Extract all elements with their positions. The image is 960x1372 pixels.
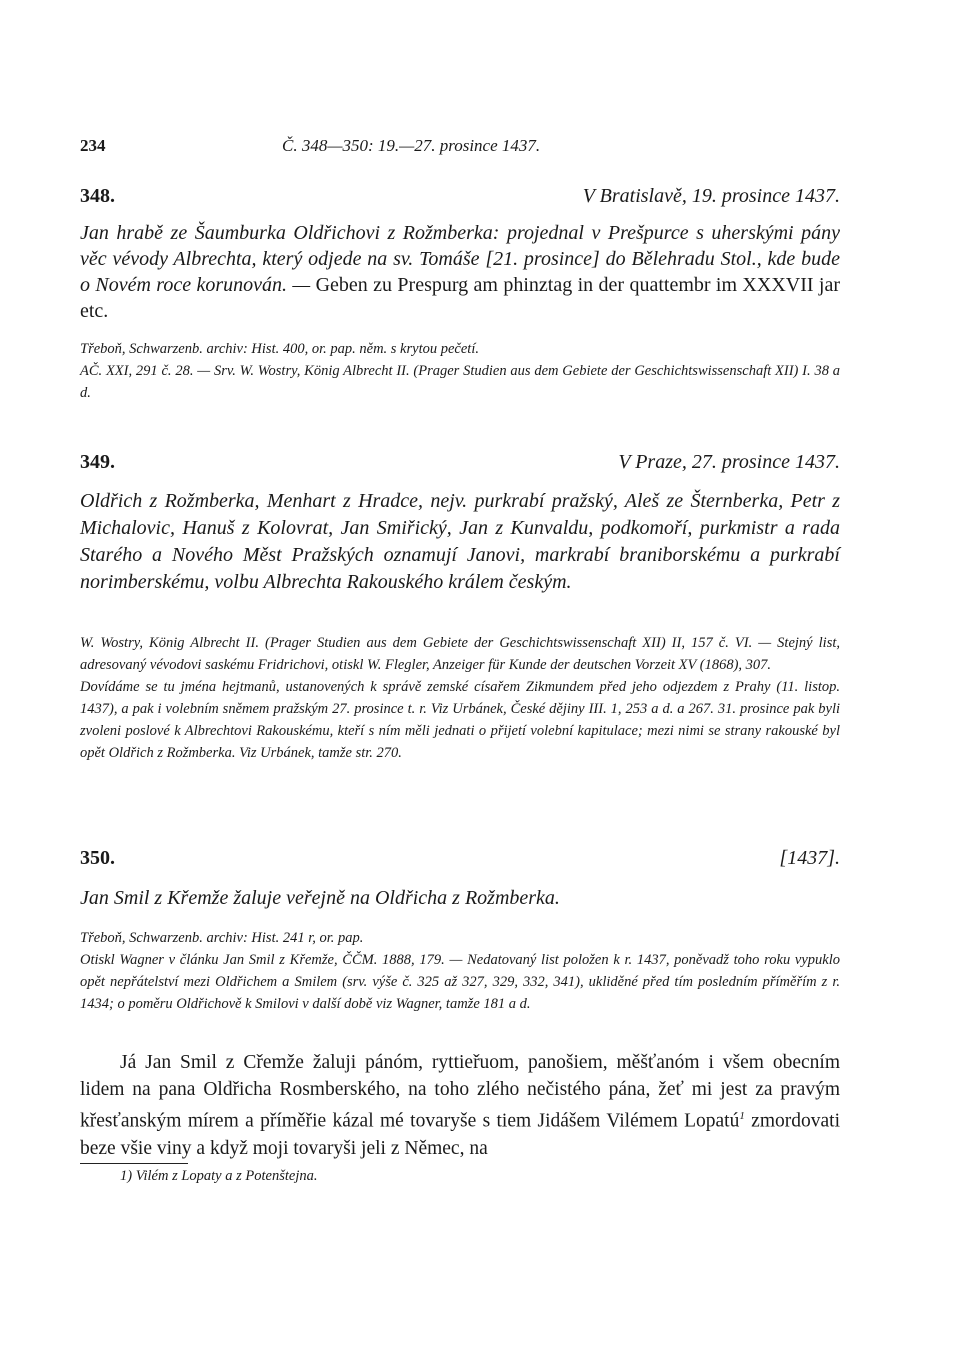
entry-place-date: V Bratislavě, 19. prosince 1437. — [582, 185, 840, 207]
regest-text: Jan hrabě ze Šaumburka Oldřichovi z Rožmberka: projednal v Prešpurce s uherskými pány věc vévody Albrechta, který odjede na sv. Tomáše [21. prosince] do Bělehradu Stol., kde bude o Novém roce korunován. — — [80, 222, 840, 296]
note-paragraph: AČ. XXI, 291 č. 28. — Srv. W. Wostry, König Albrecht II. (Prager Studien aus dem Gebiete der Geschichtswissenschaft XII) I. 38 a d. — [80, 363, 840, 401]
entry-350-text — [80, 1049, 840, 1162]
running-title: Č. 348—350: 19.—27. prosince 1437. — [282, 136, 541, 155]
document-text-continued: zmordovati beze všie viny a když moji tovaryši jeli z Němec, na — [80, 1110, 840, 1159]
note-paragraph: Otiskl Wagner v článku Jan Smil z Křemže, ČČM. 1888, 179. — Nedatovaný list položen k r. 1437, poněvadž toho roku vypuklo opět nepřátelství mezi Oldřichem a Smilem (srv. výše č. 325 až 327, 329, 332, 341), ukliděné před tím posledním příměřím z r. 1434; o poměru Oldřichově k Smilovi v další době viz Wagner, tamže 181 a d. — [80, 952, 840, 1012]
entry-350-notes — [80, 927, 840, 1015]
page-number: 234 — [80, 136, 106, 155]
note-paragraph: Třeboň, Schwarzenb. archiv: Hist. 400, or. pap. něm. s krytou pečetí. — [80, 341, 479, 357]
regest-quote: Geben zu Prespurg am phinztag in der quattembr im XXXVII jar etc. — [80, 274, 840, 322]
entry-number: 348. — [80, 185, 115, 207]
entry-348-notes — [80, 338, 840, 404]
note-paragraph: Dovídáme se tu jména hejtmanů, ustanovených k správě zemské císařem Zikmundem před jeho odjezdem z Prahy (11. listop. 1437), a pak i volebním sněmem pražským 27. prosince t. r. Viz Urbánek, České dějiny III. 1, 253 a d. a 267. 31. prosince pak byli zvoleni poslové k Albrechtovi Rakouskému, kteří s ním měli jednati o přijetí volební kapitulace; mezi nimi se strany rakouské byl opět Oldřich z Rožmberka. Viz Urbánek, tamže str. 270. — [80, 679, 840, 761]
entry-place-date: V Praze, 27. prosince 1437. — [618, 451, 840, 473]
note-paragraph: W. Wostry, König Albrecht II. (Prager Studien aus dem Gebiete der Geschichtswissenschaft XII) II, 157 č. VI. — Stejný list, adresovaný vévodovi saskému Fridrichovi, otiskl W. Flegler, Anzeiger für Kunde der deutschen Vorzeit XV (1868), 307. — [80, 635, 840, 673]
entry-number: 349. — [80, 451, 115, 473]
footnote: 1) Vilém z Lopaty a z Potenštejna. — [120, 1168, 318, 1184]
regest-text: Jan Smil z Křemže žaluje veřejně na Oldřicha z Rožmberka. — [80, 887, 560, 909]
entry-350-regest — [80, 885, 840, 911]
entry-348-heading — [80, 185, 840, 215]
footnote-divider — [80, 1163, 188, 1164]
entry-place-date: [1437]. — [779, 847, 840, 869]
note-paragraph: Třeboň, Schwarzenb. archiv: Hist. 241 r, or. pap. — [80, 930, 364, 946]
entry-349-heading — [80, 451, 840, 481]
entry-349-regest — [80, 488, 840, 596]
footnote-marker: 1 — [739, 1110, 745, 1122]
regest-text: Oldřich z Rožmberka, Menhart z Hradce, nejv. purkrabí pražský, Aleš ze Šternberka, Petr z Michalovic, Hanuš z Kolovrat, Jan Smiřický, Jan z Kunvaldu, podkomoří, purkmistr a rada Starého a Nového Měst Pražských oznamují Janovi, markrabí braniborskému a purkrabí norimberskému, volbu Albrechta Rakouského králem českým. — [80, 490, 840, 593]
entry-348-regest — [80, 220, 840, 324]
entry-350-heading — [80, 847, 840, 877]
entry-number: 350. — [80, 847, 115, 869]
entry-349-notes — [80, 632, 840, 764]
document-text: Já Jan Smil z Cřemže žaluji pánóm, ryttieřuom, panošiem, měšťanóm i všem obecním lidem na pana Oldřicha Rosmberského, na toho zlého nečistého pána, žeť mi jest za pravým křesťanským mírem a příměřie kázal mé tovaryše s tiem Jidášem Vilémem Lopatú — [80, 1052, 840, 1132]
